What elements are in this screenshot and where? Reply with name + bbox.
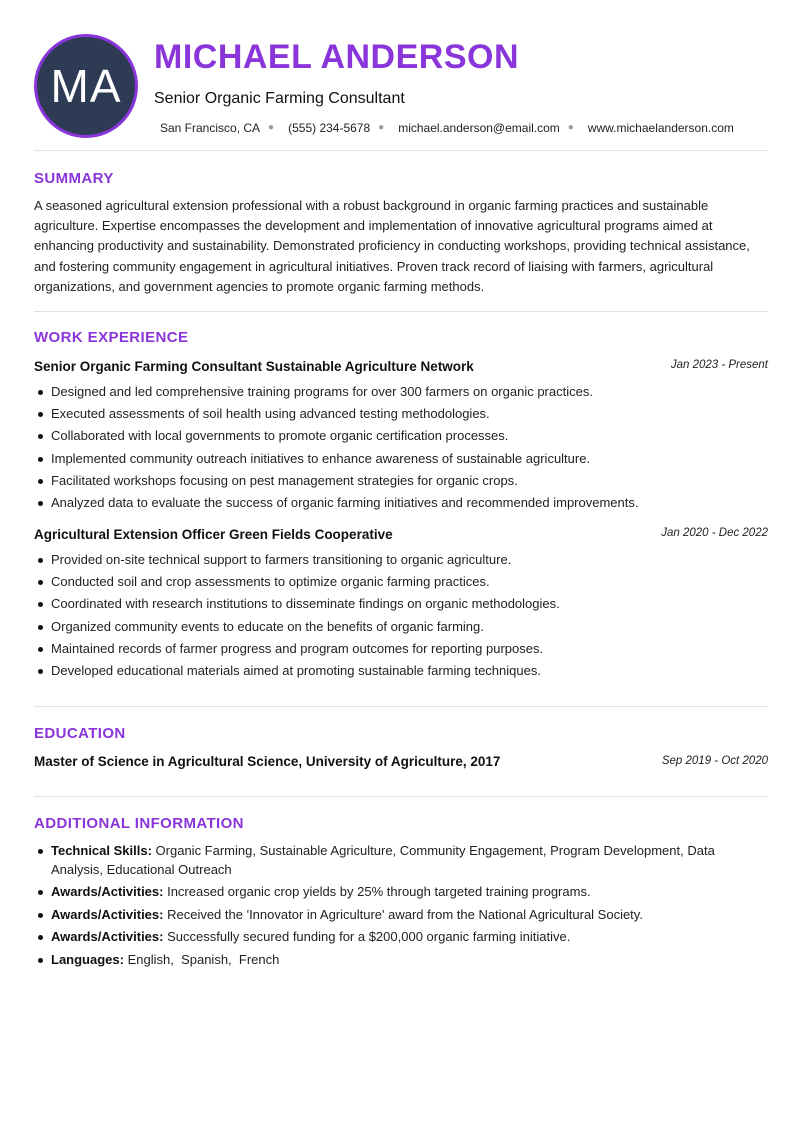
job-header [34, 526, 768, 544]
list-item: Organized community events to educate on the benefits of organic farming. [34, 616, 768, 638]
info-text: Increased organic crop yields by 25% through targeted training programs. [167, 884, 591, 899]
list-item: Implemented community outreach initiatives to enhance awareness of sustainable agriculture. [34, 448, 768, 470]
info-label: Awards/Activities: [51, 929, 164, 944]
dot-separator-icon: ● [378, 122, 385, 133]
info-text: Organic Farming, Sustainable Agriculture, Community Engagement, Program Development, Data Analysis, Educational Outreach [51, 843, 715, 877]
list-item: Developed educational materials aimed at promoting sustainable farming techniques. [34, 660, 768, 682]
section-divider [34, 706, 768, 707]
list-item [34, 842, 734, 879]
list-item: Conducted soil and crop assessments to optimize organic farming practices. [34, 571, 768, 593]
list-item [34, 906, 734, 925]
education-date: Sep 2019 - Oct 2020 [661, 755, 768, 767]
dot-separator-icon: ● [268, 122, 275, 133]
info-label: Awards/Activities: [51, 884, 164, 899]
summary-heading: SUMMARY [34, 170, 114, 187]
list-item: Coordinated with research institutions to disseminate findings on organic methodologies. [34, 593, 768, 615]
list-item: Collaborated with local governments to promote organic certification processes. [34, 425, 768, 447]
section-divider [34, 796, 768, 797]
job-bullets [34, 381, 768, 514]
education-heading: EDUCATION [34, 725, 126, 742]
job-title: Senior Organic Farming Consultant Sustainable Agriculture Network [34, 359, 474, 374]
info-text: English, Spanish, French [127, 951, 280, 967]
info-label: Languages: [51, 951, 124, 967]
degree-title: Master of Science in Agricultural Science, University of Agriculture, 2017 [34, 754, 501, 769]
additional-info-list [34, 842, 734, 973]
list-item: Designed and led comprehensive training programs for over 300 farmers on organic practices. [34, 381, 768, 403]
avatar [34, 34, 138, 138]
job-date: Jan 2020 - Dec 2022 [661, 527, 768, 539]
summary-text: A seasoned agricultural extension professional with a robust background in organic farming practices and sustainable agriculture. Expertise encompasses the development and implementation of innovative agricultural programs aimed at enhancing productivity and sustainability. Demonstrated proficiency in conducting workshops, providing technical assistance, and fostering community engagement in agricultural initiatives. Proven track record of liaising with farmers, agricultural organizations, and government agencies to promote organic farming methods. [34, 198, 750, 294]
dot-separator-icon: ● [567, 122, 574, 133]
contact-email[interactable]: michael.anderson@email.com [398, 121, 560, 135]
list-item [34, 928, 734, 947]
additional-info-heading: ADDITIONAL INFORMATION [34, 815, 244, 832]
contact-website[interactable]: www.michaelanderson.com [587, 121, 734, 135]
job-header [34, 358, 768, 376]
job-bullets [34, 549, 768, 682]
contact-line [160, 121, 734, 135]
job-date: Jan 2023 - Present [670, 359, 768, 371]
info-label: Awards/Activities: [51, 906, 164, 922]
list-item: Maintained records of farmer progress and program outcomes for reporting purposes. [34, 638, 768, 660]
list-item: Facilitated workshops focusing on pest management strategies for organic crops. [34, 470, 768, 492]
list-item [34, 951, 734, 970]
info-text: Successfully secured funding for a $200,000 organic farming initiative. [167, 929, 571, 944]
avatar-initials: MA [50, 60, 122, 112]
section-divider [34, 150, 768, 151]
list-item: Executed assessments of soil health using advanced testing methodologies. [34, 403, 768, 425]
education-entry [34, 753, 768, 771]
work-experience-heading: WORK EXPERIENCE [34, 329, 189, 346]
info-label: Technical Skills: [51, 843, 152, 858]
job-title: Agricultural Extension Officer Green Fields Cooperative [34, 527, 393, 542]
contact-phone: (555) 234-5678 [288, 121, 371, 135]
candidate-name: MICHAEL ANDERSON [154, 38, 520, 76]
list-item: Provided on-site technical support to farmers transitioning to organic agriculture. [34, 549, 768, 571]
list-item: Analyzed data to evaluate the success of organic farming initiatives and recommended improvements. [34, 492, 768, 514]
info-text: Received the 'Innovator in Agriculture' award from the National Agricultural Society. [167, 906, 643, 922]
candidate-role: Senior Organic Farming Consultant [154, 90, 405, 107]
contact-location: San Francisco, CA [160, 121, 261, 135]
section-divider [34, 311, 768, 312]
list-item [34, 883, 734, 902]
resume-header [34, 34, 768, 138]
